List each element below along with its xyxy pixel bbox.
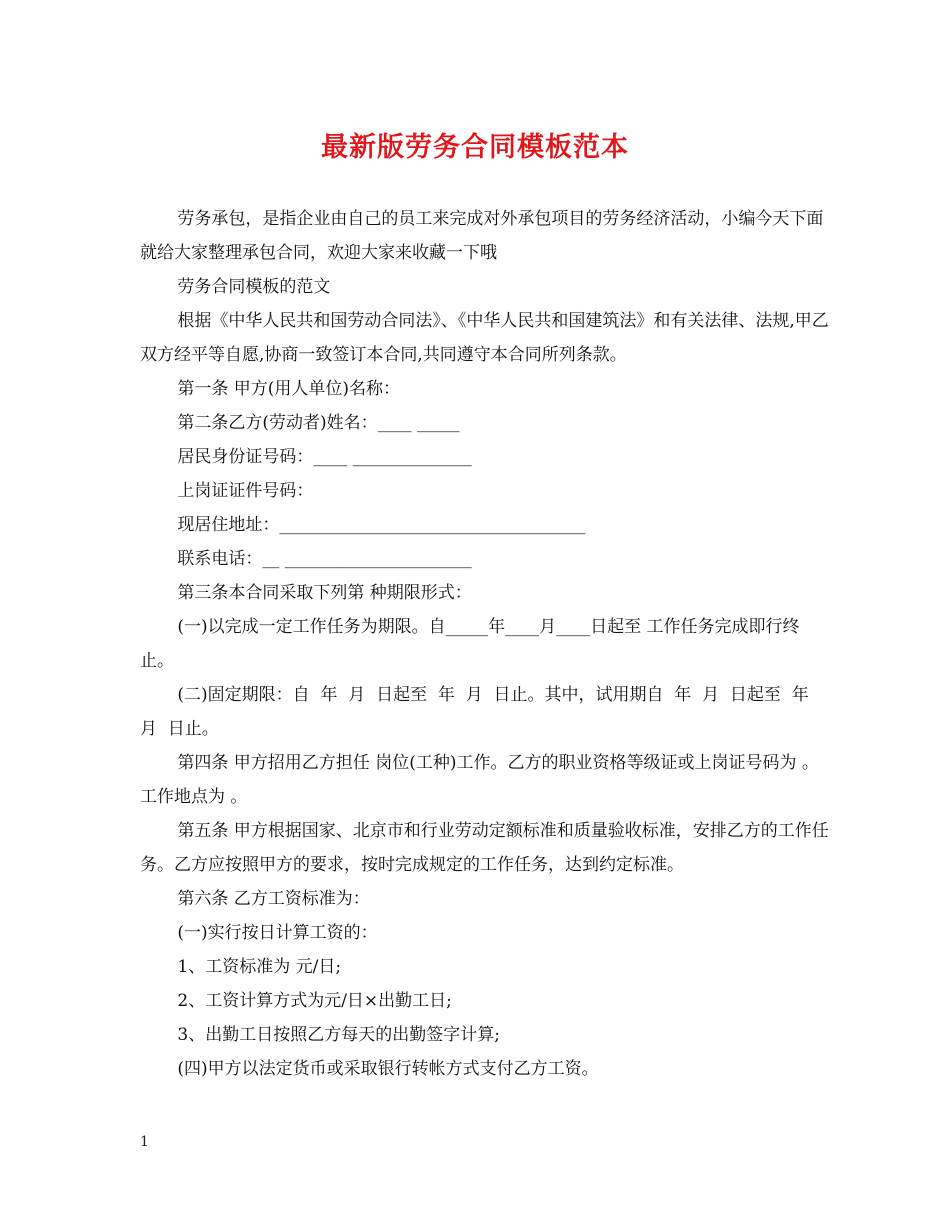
clause-6-wage-standard: 第六条 乙方工资标准为：	[177, 889, 370, 909]
clause-6-daily-wage: (一)实行按日计算工资的：	[177, 923, 378, 943]
field-id-number: 居民身份证号码：____ ______________	[177, 447, 472, 467]
clause-2-worker-name: 第二条乙方(劳动者)姓名：____ _____	[177, 413, 460, 433]
page-number: 1	[140, 1134, 149, 1150]
document-title: 最新版劳务合同模板范本	[321, 132, 629, 163]
wage-item-1: 1、工资标准为 元/日;	[177, 957, 342, 977]
wage-item-3: 3、出勤工日按照乙方每天的出勤签字计算;	[177, 1025, 500, 1045]
clause-4-position: 第四条 甲方招用乙方担任 岗位(工种)工作。乙方的职业资格等级证或上岗证号码为 。工作地点为 。	[140, 753, 819, 807]
wage-payment-method: (四)甲方以法定货币或采取银行转帐方式支付乙方工资。	[177, 1059, 599, 1079]
clause-1-employer-name: 第一条 甲方(用人单位)名称：	[177, 379, 401, 399]
clause-3-term-form: 第三条本合同采取下列第 种期限形式：	[177, 583, 472, 603]
field-address: 现居住地址：____________________________________	[177, 515, 586, 535]
clause-3-term-task: (一)以完成一定工作任务为期限。自_____年____月____日起至 工作任务完成即行终止。	[140, 617, 800, 671]
wage-item-2: 2、工资计算方式为元/日×出勤工日;	[177, 991, 452, 1011]
paragraph-template-heading: 劳务合同模板的范文	[177, 277, 331, 297]
field-phone: 联系电话：__ ______________________	[177, 549, 472, 569]
document-body	[140, 202, 830, 1086]
clause-3-term-fixed: (二)固定期限：自 年 月 日起至 年 月 日止。其中，试用期自 年 月 日起至 年 月 日止。	[140, 685, 820, 739]
clause-5-work-tasks: 第五条 甲方根据国家、北京市和行业劳动定额标准和质量验收标准，安排乙方的工作任务。乙方应按照甲方的要求，按时完成规定的工作任务，达到约定标准。	[140, 821, 829, 875]
field-certificate-number: 上岗证证件号码：	[177, 481, 314, 501]
paragraph-intro: 劳务承包，是指企业由自己的员工来完成对外承包项目的劳务经济活动，小编今天下面就给大家整理承包合同，欢迎大家来收藏一下哦	[140, 209, 824, 263]
paragraph-legal-basis: 根据《中华人民共和国劳动合同法》、《中华人民共和国建筑法》和有关法律、法规,甲乙双方经平等自愿,协商一致签订本合同,共同遵守本合同所列条款。	[140, 311, 829, 365]
